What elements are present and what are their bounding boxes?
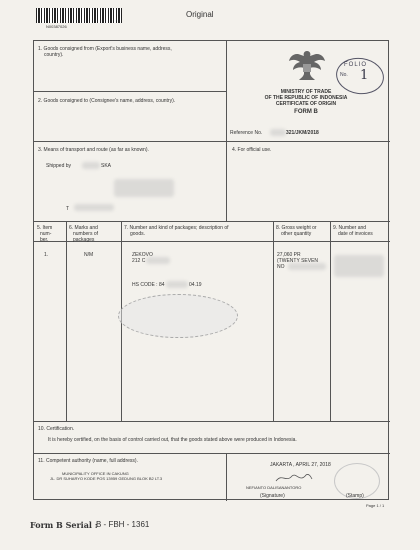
col5-header-2: num- xyxy=(40,231,52,237)
col6-header-1: 6. Marks and xyxy=(69,225,98,231)
authority-line1: MUNICIPALITY OFFICE IN CAKUNG xyxy=(62,471,129,476)
redacted-invoice xyxy=(334,255,384,277)
form-b-title: FORM B xyxy=(294,109,318,115)
desc-line2: 212 C xyxy=(132,258,146,264)
col5-header-3: ber. xyxy=(40,237,49,243)
col9-header-2: date of invoices xyxy=(338,231,373,237)
issuer-republic: OF THE REPUBLIC OF INDONESIA xyxy=(264,95,348,101)
folio-text: FOLIO xyxy=(344,62,368,68)
certification-text: It is hereby certified, on the basis of control carried out, that the goods stated above were produced in Indonesia. xyxy=(48,437,297,443)
col8-header-1: 8. Gross weight or xyxy=(276,225,317,231)
col6-header-2: numbers of xyxy=(73,231,99,237)
certificate-form xyxy=(33,40,389,500)
weight-line2: (TWENTY SEVEN xyxy=(277,258,319,264)
weight-line3: NO xyxy=(277,264,285,270)
place-date: JAKARTA , APRIL 27, 2018 xyxy=(270,462,331,468)
authority-line2: JL. DR SUHARYO KODE POS 13959 GEDUNG BLOK B2 LT.3 xyxy=(50,476,163,481)
redacted-vessel xyxy=(82,162,100,169)
barcode xyxy=(36,8,122,23)
desc-line1: ZEKOVO xyxy=(132,252,153,258)
folio-number: 1 xyxy=(360,68,369,83)
garuda-emblem-icon xyxy=(287,47,327,83)
hs-code-label: HS CODE : 84 xyxy=(132,282,165,288)
hs-code-tail: 04.19 xyxy=(189,282,202,288)
authority-label: 11. Competent authority (name, full address). xyxy=(38,458,138,464)
redacted-desc xyxy=(146,257,170,264)
col7-header-2: goods. xyxy=(130,231,146,237)
col9-header-1: 9. Number and xyxy=(333,225,367,231)
col8-header-2: other quantity xyxy=(281,231,312,237)
shipped-by-label: Shipped by xyxy=(46,163,72,169)
col5-header-1: 5. Item xyxy=(37,225,53,231)
item-number: 1. xyxy=(44,252,49,258)
box3-label: 3. Means of transport and route (as far as known). xyxy=(38,147,149,153)
issuer-ministry: MINISTRY OF TRADE xyxy=(280,89,332,95)
vessel-name-tail: SKA xyxy=(101,163,112,169)
redacted-route xyxy=(114,179,174,197)
barcode-number: N00387026 xyxy=(46,24,67,29)
box1-label-cont: country). xyxy=(44,52,64,58)
serial-value: B - FBH - 1361 xyxy=(96,520,150,529)
col7-header-1: 7. Number and kind of packages; description of xyxy=(124,225,229,231)
issuer-certificate: CERTIFICATE OF ORIGIN xyxy=(275,101,337,107)
signer-name: NEFIANTO DALISANANTORO xyxy=(246,485,302,490)
reference-value: 321/JKM/2018 xyxy=(286,130,319,136)
signature-label: (Signature) xyxy=(260,493,285,499)
box4-label: 4. For official use. xyxy=(232,147,272,153)
redacted-weight xyxy=(288,263,326,270)
redacted-reference xyxy=(270,129,286,136)
reference-label: Reference No. xyxy=(230,130,263,136)
redacted-hs-code xyxy=(166,281,188,288)
certification-label: 10. Certification. xyxy=(38,426,75,432)
box2-label: 2. Goods consigned to (Consignee's name, address, country). xyxy=(38,98,176,104)
marks-value: N/M xyxy=(84,252,94,258)
page-number: Page 1 / 1 xyxy=(366,503,385,508)
box1-label: 1. Goods consigned from (Export's business name, address, xyxy=(38,46,172,52)
original-label: Original xyxy=(186,10,214,19)
redacted-oval xyxy=(118,294,238,338)
folio-no-label: No. xyxy=(340,72,348,78)
col6-header-3: packages xyxy=(73,237,95,243)
weight-line1: 27,060 PR xyxy=(277,252,301,258)
redacted-destination xyxy=(74,204,114,211)
serial-label: Form B Serial : xyxy=(30,520,98,530)
to-label: T xyxy=(66,206,70,212)
signature-scribble xyxy=(274,471,314,485)
stamp-label: (Stamp) xyxy=(346,493,364,499)
